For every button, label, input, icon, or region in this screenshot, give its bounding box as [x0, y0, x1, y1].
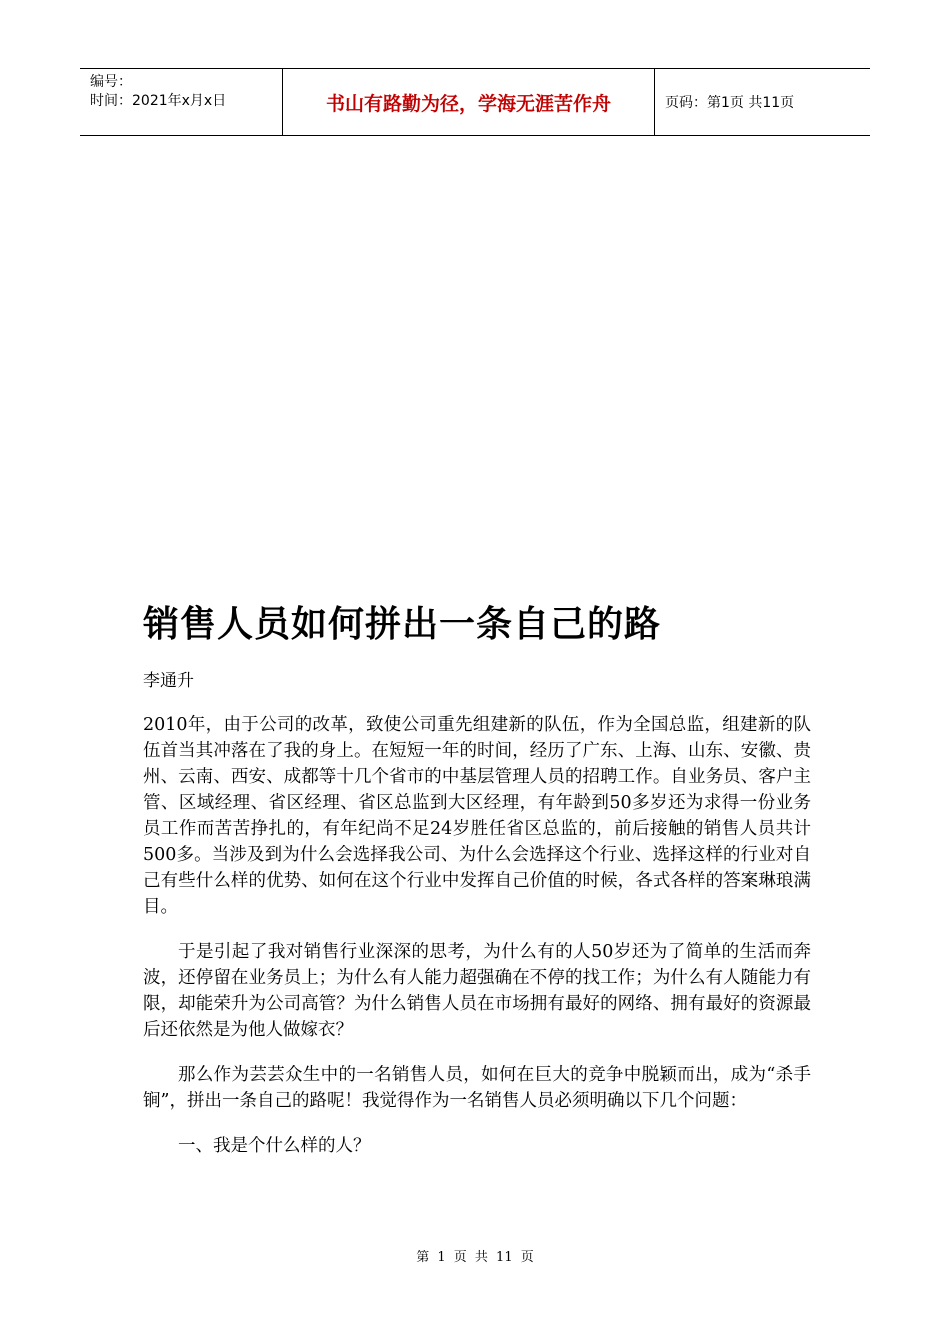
header-meta-cell — [80, 69, 283, 135]
paragraph: 于是引起了我对销售行业深深的思考，为什么有的人50岁还为了简单的生活而奔波，还停留在业务员上；为什么有人能力超强确在不停的找工作；为什么有人随能力有限，却能荣升为公司高管？为什么销售人员在市场拥有最好的网络、拥有最好的资源最后还依然是为他人做嫁衣？ — [143, 942, 811, 1040]
page-footer: 第 1 页 共 11 页 — [416, 1250, 534, 1265]
header-motto-cell — [283, 69, 655, 135]
author-name: 李通升 — [143, 671, 194, 691]
number-label: 编号： — [90, 74, 132, 90]
document-body — [143, 712, 811, 1178]
document-title: 销售人员如何拼出一条自己的路 — [143, 604, 662, 645]
page-info: 页码：第1页 共11页 — [665, 95, 795, 111]
paragraph: 那么作为芸芸众生中的一名销售人员，如何在巨大的竞争中脱颖而出，成为“杀手锏”，拼出一条自己的路呢！我觉得作为一名销售人员必须明确以下几个问题： — [143, 1065, 811, 1111]
section-heading: 一、我是个什么样的人？ — [178, 1136, 371, 1156]
motto-text: 书山有路勤为径，学海无涯苦作舟 — [325, 92, 611, 115]
time-label: 时间：2021年x月x日 — [90, 93, 227, 109]
paragraph: 2010年，由于公司的改革，致使公司重先组建新的队伍，作为全国总监，组建新的队伍首当其冲落在了我的身上。在短短一年的时间，经历了广东、上海、山东、安徽、贵州、云南、西安、成都等十几个省市的中基层管理人员的招聘工作。自业务员、客户主管、区域经理、省区经理、省区总监到大区经理，有年龄到50多岁还为求得一份业务员工作而苦苦挣扎的，有年纪尚不足24岁胜任省区总监的，前后接触的销售人员共计500多。当涉及到为什么会选择我公司、为什么会选择这个行业、选择这样的行业对自己有些什么样的优势、如何在这个行业中发挥自己价值的时候，各式各样的答案琳琅满目。 — [143, 715, 811, 917]
document-header — [80, 68, 870, 136]
header-page-cell — [655, 69, 870, 135]
